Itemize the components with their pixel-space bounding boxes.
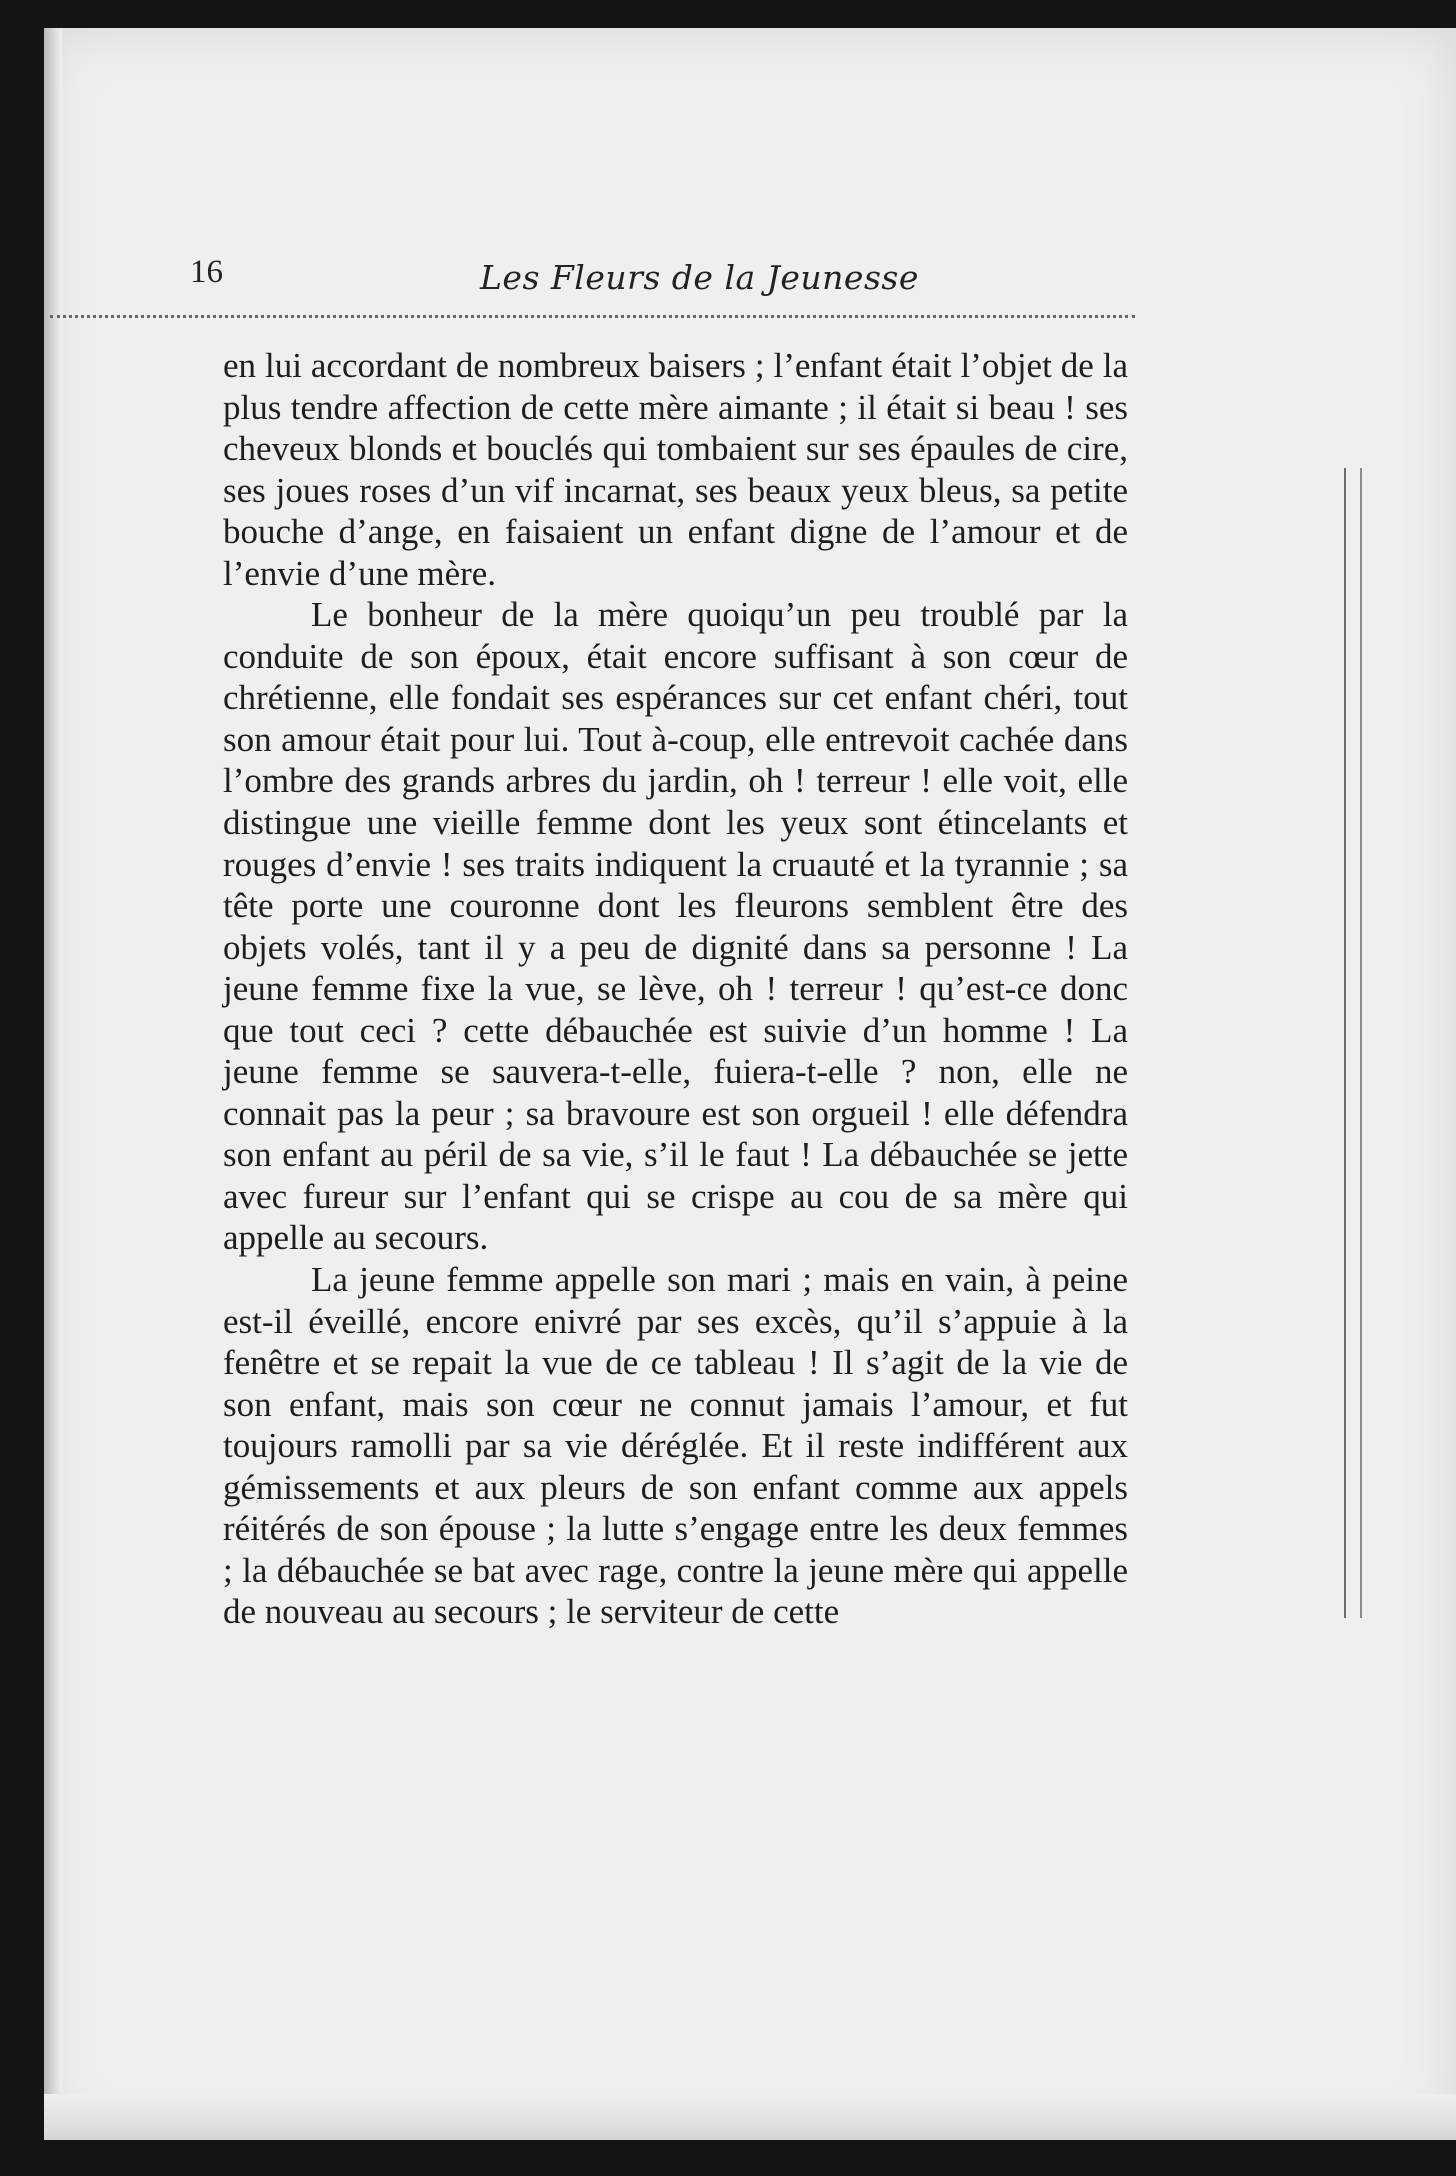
header-dotted-rule (50, 315, 1135, 318)
paragraph-2: Le bonheur de la mère quoiqu’un peu troublé par la conduite de son époux, était encore suffisant à son cœur de chrétienne, elle fondait ses espérances sur cet enfant chéri, tout son amour était pour lui. Tout à-coup, elle entrevoit cachée dans l’ombre des grands arbres du jardin, oh ! terreur ! elle voit, elle distingue une vieille femme dont les yeux sont étincelants et rouges d’envie ! ses traits indiquent la cruauté et la tyrannie ; sa tête porte une couronne dont les fleurons semblent être des objets volés, tant il y a peu de dignité dans sa personne ! La jeune femme fixe la vue, se lève, oh ! terreur ! qu’est-ce donc que tout ceci ? cette débauchée est suivie d’un homme ! La jeune femme se sauvera-t-elle, fuiera-t-elle ? non, elle ne connait pas la peur ; sa bravoure est son orgueil ! elle défendra son enfant au péril de sa vie, s’il le faut ! La débauchée se jette avec fureur sur l’enfant qui se crispe au cou de sa mère qui appelle au secours. (223, 595, 1128, 1258)
page-binding-edge (44, 28, 62, 2140)
paragraph-3: La jeune femme appelle son mari ; mais en vain, à peine est-il éveillé, encore enivré par ses excès, qu’il s’appuie à la fenêtre et se repait la vue de ce tableau ! Il s’agit de la vie de son enfant, mais son cœur ne connut jamais l’amour, et fut toujours ramolli par sa vie déréglée. Et il reste indifférent aux gémissements et aux pleurs de son enfant comme aux appels réitérés de son épouse ; la lutte s’engage entre les deux femmes ; la débauchée se bat avec rage, contre la jeune mère qui appelle de nouveau au secours ; le serviteur de cette (223, 1260, 1128, 1632)
page-number: 16 (190, 254, 223, 290)
running-title: Les Fleurs de la Jeunesse (480, 258, 919, 297)
body-text (223, 345, 1128, 1633)
page-header (190, 240, 1130, 320)
page-bottom-shadow (44, 2094, 1456, 2140)
margin-rule (1344, 468, 1362, 1618)
paragraph-1: en lui accordant de nombreux baisers ; l’enfant était l’objet de la plus tendre affection de cette mère aimante ; il était si beau ! ses cheveux blonds et bouclés qui tombaient sur ses épaules de cire, ses joues roses d’un vif incarnat, ses beaux yeux bleus, sa petite bouche d’ange, en faisaient un enfant digne de l’amour et de l’envie d’une mère. (223, 346, 1128, 593)
